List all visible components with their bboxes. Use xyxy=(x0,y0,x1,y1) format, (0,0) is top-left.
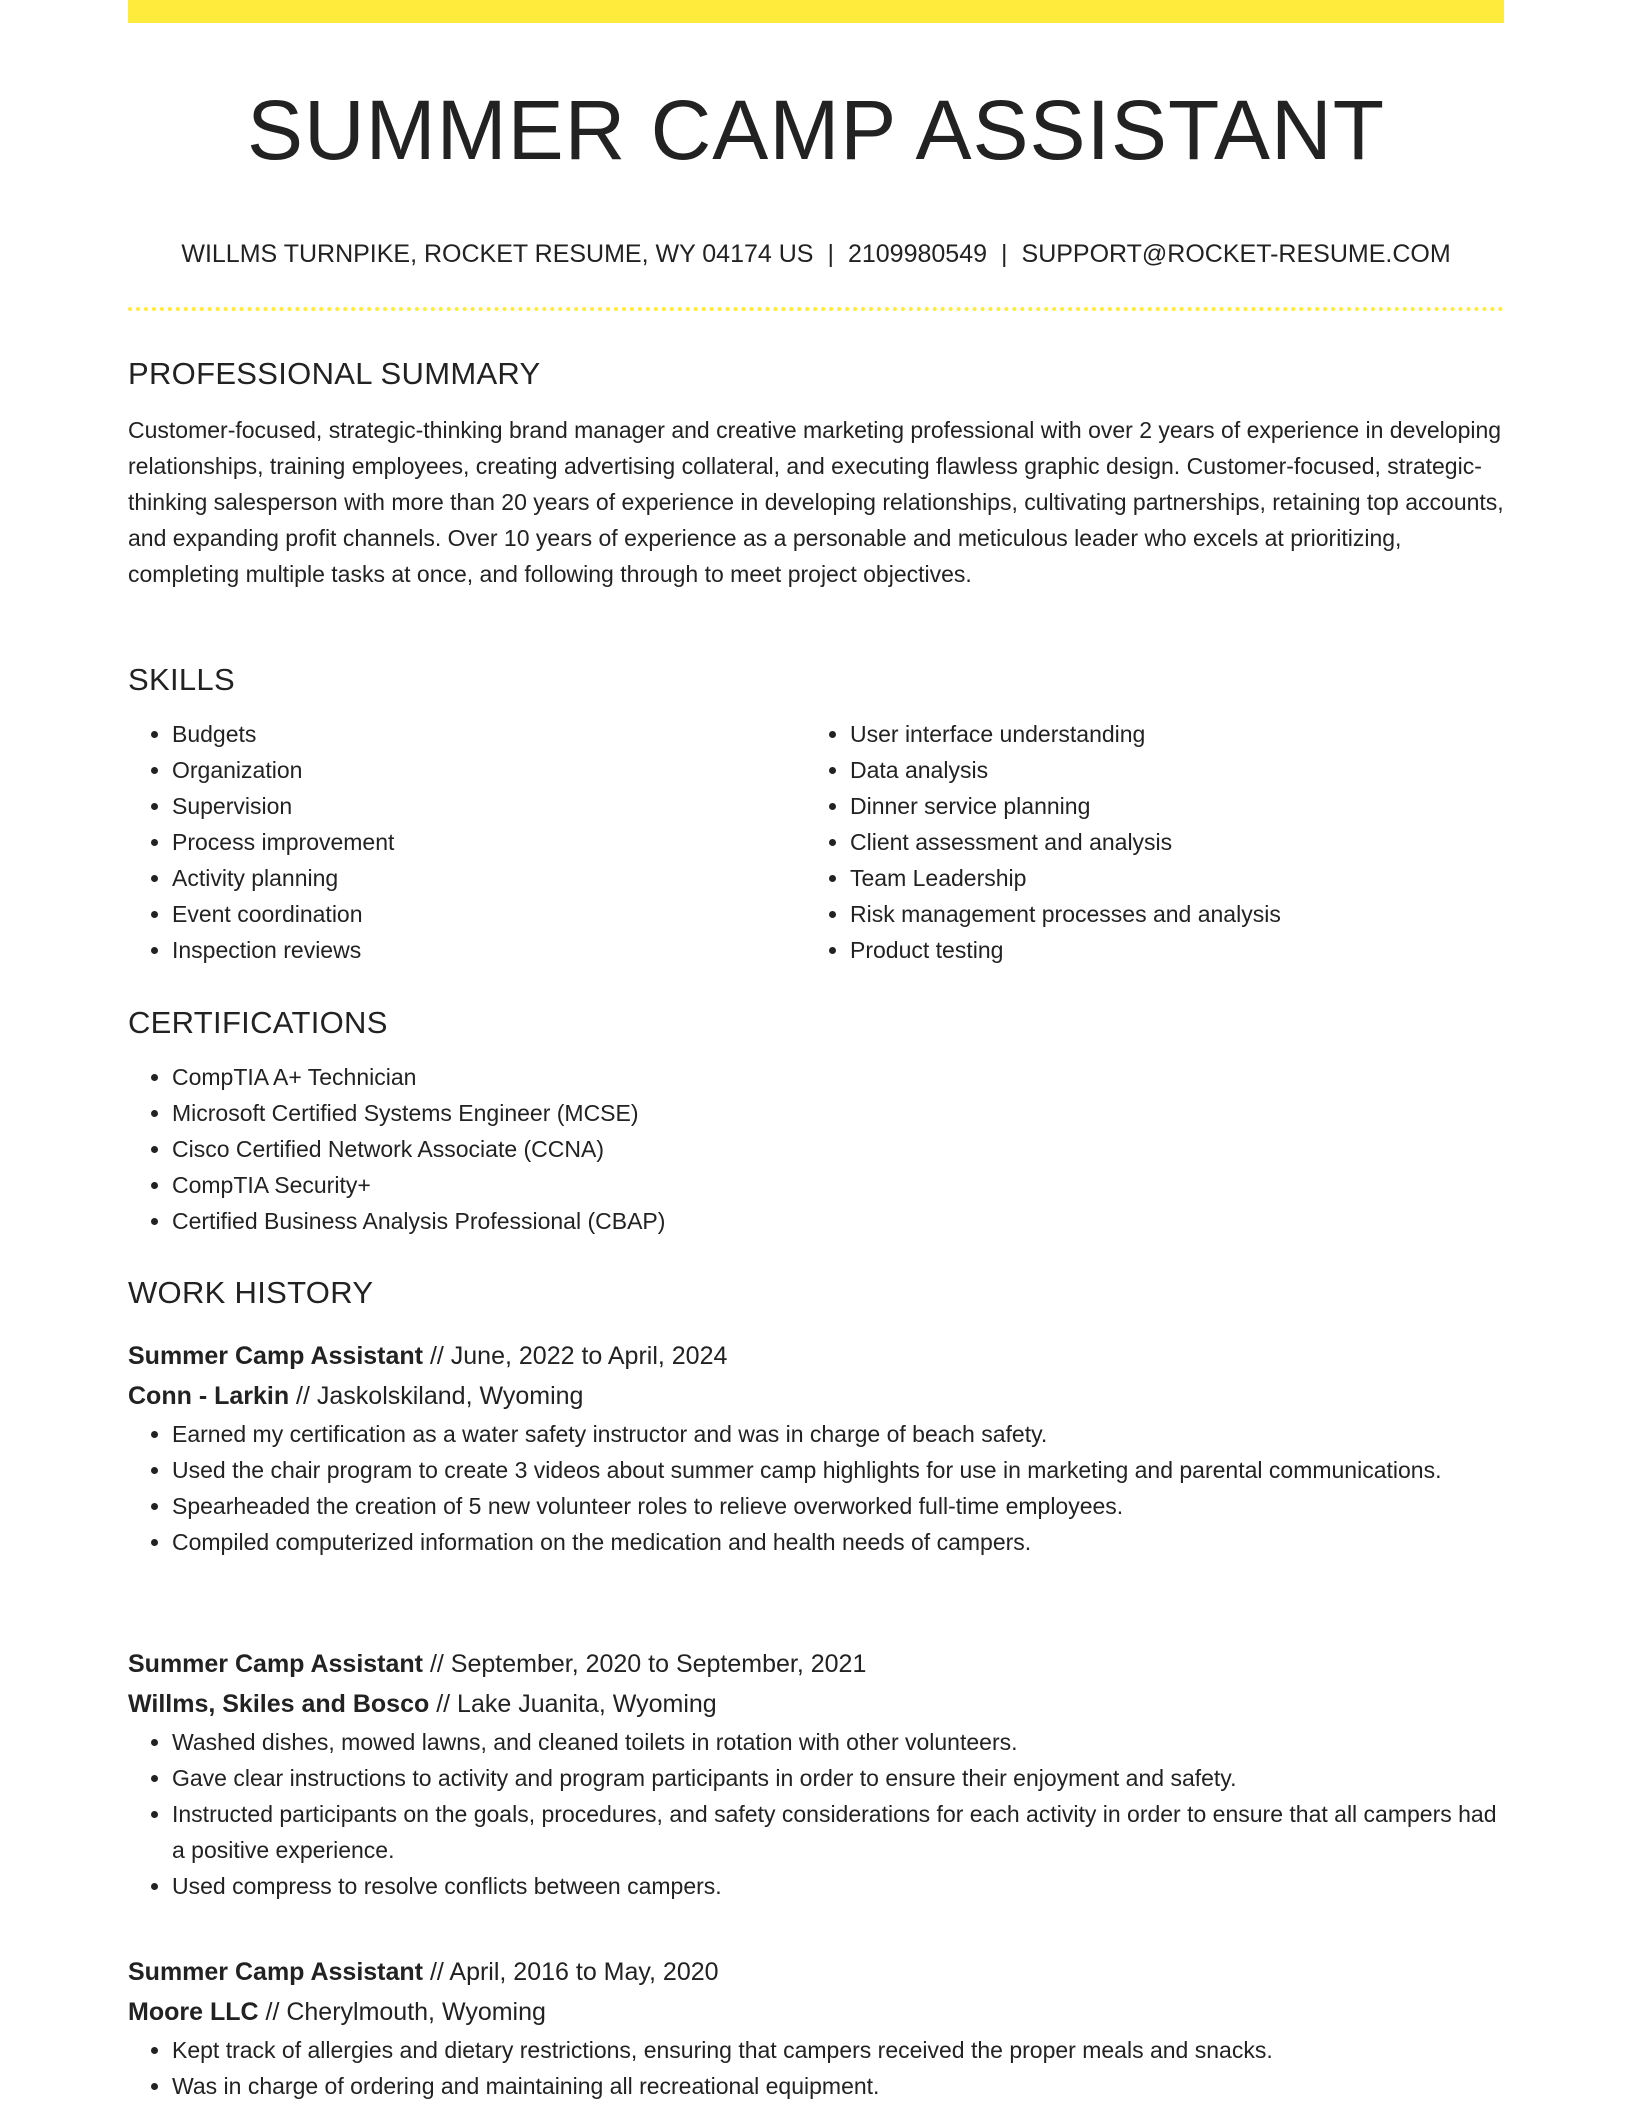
skill-item: • Data analysis xyxy=(850,752,1504,788)
job-bullet: • Instructed participants on the goals, procedures, and safety considerations for each activity in order to ensure that all campers had a positive experience. xyxy=(172,1796,1504,1868)
skill-item: • Supervision xyxy=(172,788,806,824)
job-company: Moore LLC xyxy=(128,1998,259,2026)
resume-page xyxy=(128,0,1504,2112)
accent-top-bar xyxy=(128,0,1504,23)
job-entry xyxy=(128,1336,1504,1560)
skills-columns xyxy=(128,716,1504,968)
certification-item: • Microsoft Certified Systems Engineer (MCSE) xyxy=(172,1095,1504,1131)
job-role: Summer Camp Assistant xyxy=(128,1342,423,1370)
job-title-line xyxy=(128,1952,1504,1992)
skill-item: • Event coordination xyxy=(172,896,806,932)
job-dates: // September, 2020 to September, 2021 xyxy=(423,1650,867,1678)
work-history-title: WORK HISTORY xyxy=(128,1275,374,1310)
job-company-line xyxy=(128,1376,1504,1416)
job-location: // Jaskolskiland, Wyoming xyxy=(289,1382,584,1410)
skill-item: • Risk management processes and analysis xyxy=(850,896,1504,932)
job-role: Summer Camp Assistant xyxy=(128,1958,423,1986)
job-bullet: • Kept track of allergies and dietary restrictions, ensuring that campers received the proper meals and snacks. xyxy=(172,2032,1504,2068)
contact-separator: | xyxy=(827,240,834,268)
job-company-line xyxy=(128,1992,1504,2032)
job-bullet: • Gave clear instructions to activity and program participants in order to ensure their enjoyment and safety. xyxy=(172,1760,1504,1796)
skill-item: • Process improvement xyxy=(172,824,806,860)
job-entry xyxy=(128,1952,1504,2104)
job-dates: // April, 2016 to May, 2020 xyxy=(423,1958,719,1986)
job-bullet: • Earned my certification as a water safety instructor and was in charge of beach safety. xyxy=(172,1416,1504,1452)
contact-phone[interactable]: 2109980549 xyxy=(847,240,988,268)
job-company: Willms, Skiles and Bosco xyxy=(128,1690,430,1718)
job-entry xyxy=(128,1644,1504,1904)
job-bullet: • Was in charge of ordering and maintaining all recreational equipment. xyxy=(172,2068,1504,2104)
contact-separator: | xyxy=(1001,240,1008,268)
summary-title: PROFESSIONAL SUMMARY xyxy=(128,356,541,391)
job-bullet: • Compiled computerized information on the medication and health needs of campers. xyxy=(172,1524,1504,1560)
skill-item: • Dinner service planning xyxy=(850,788,1504,824)
skill-item: • Budgets xyxy=(172,716,806,752)
skills-column-left xyxy=(128,716,806,968)
skills-column-right xyxy=(806,716,1504,968)
job-role: Summer Camp Assistant xyxy=(128,1650,423,1678)
job-dates: // June, 2022 to April, 2024 xyxy=(423,1342,728,1370)
certifications-title: CERTIFICATIONS xyxy=(128,1005,388,1040)
skill-item: • User interface understanding xyxy=(850,716,1504,752)
job-bullet: • Washed dishes, mowed lawns, and cleaned toilets in rotation with other volunteers. xyxy=(172,1724,1504,1760)
contact-email[interactable]: SUPPORT@ROCKET-RESUME.COM xyxy=(1021,240,1451,268)
summary-section xyxy=(128,354,1504,592)
summary-text: Customer-focused, strategic-thinking brand manager and creative marketing professional with over 2 years of experience in developing relationships, training employees, creating advertising collateral, and executing flawless graphic design. Customer-focused, strategic-thinking salesperson with more than 20 years of experience in developing relationships, cultivating partnerships, retaining top accounts, and expanding profit channels. Over 10 years of experience as a personable and meticulous leader who excels at prioritizing, completing multiple tasks at once, and following through to meet project objectives. xyxy=(128,417,1504,587)
skills-section xyxy=(128,660,1504,968)
certification-item: • Certified Business Analysis Professional (CBAP) xyxy=(172,1203,1504,1239)
certification-item: • CompTIA A+ Technician xyxy=(172,1059,1504,1095)
contact-line xyxy=(128,236,1504,272)
work-history-section xyxy=(128,1273,1504,1313)
skill-item: • Activity planning xyxy=(172,860,806,896)
dotted-divider xyxy=(128,307,1504,311)
certifications-section xyxy=(128,1003,1504,1239)
job-bullet: • Used the chair program to create 3 videos about summer camp highlights for use in marketing and parental communications. xyxy=(172,1452,1504,1488)
skill-item: • Organization xyxy=(172,752,806,788)
resume-name: SUMMER CAMP ASSISTANT xyxy=(246,83,1386,177)
job-bullet: • Used compress to resolve conflicts between campers. xyxy=(172,1868,1504,1904)
job-bullet: • Spearheaded the creation of 5 new volunteer roles to relieve overworked full-time employees. xyxy=(172,1488,1504,1524)
job-location: // Cherylmouth, Wyoming xyxy=(258,1998,546,2026)
job-title-line xyxy=(128,1336,1504,1376)
job-company-line xyxy=(128,1684,1504,1724)
job-location: // Lake Juanita, Wyoming xyxy=(429,1690,717,1718)
certification-item: • CompTIA Security+ xyxy=(172,1167,1504,1203)
skill-item: • Inspection reviews xyxy=(172,932,806,968)
job-title-line xyxy=(128,1644,1504,1684)
contact-address: WILLMS TURNPIKE, ROCKET RESUME, WY 04174 US xyxy=(181,240,814,268)
job-company: Conn - Larkin xyxy=(128,1382,290,1410)
skill-item: • Team Leadership xyxy=(850,860,1504,896)
skills-title: SKILLS xyxy=(128,662,235,697)
skill-item: • Client assessment and analysis xyxy=(850,824,1504,860)
skill-item: • Product testing xyxy=(850,932,1504,968)
certification-item: • Cisco Certified Network Associate (CCNA) xyxy=(172,1131,1504,1167)
